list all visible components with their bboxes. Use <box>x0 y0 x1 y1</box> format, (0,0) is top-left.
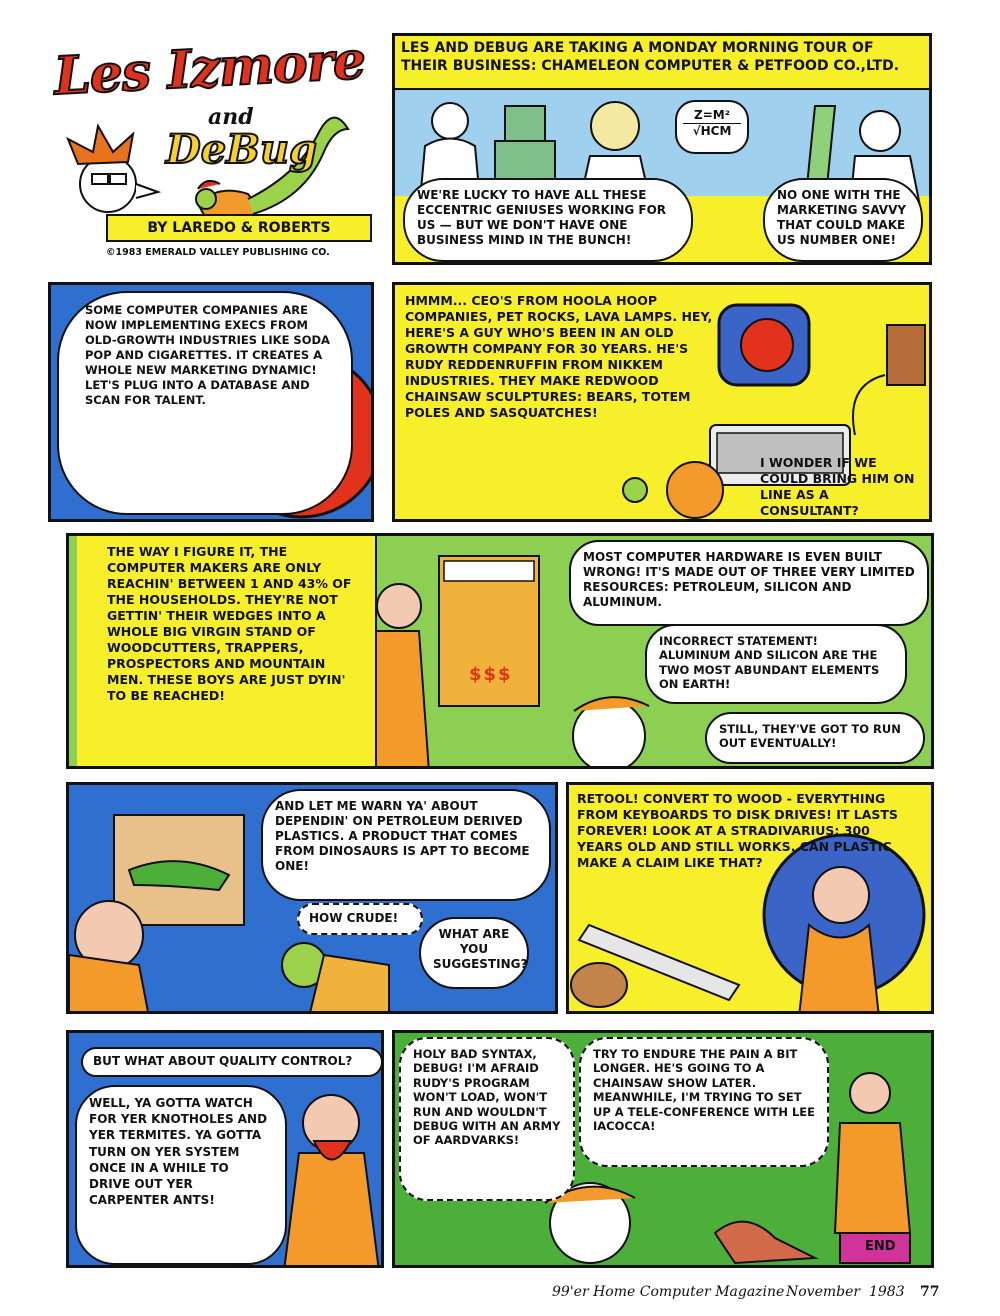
formula-bubble <box>675 100 749 154</box>
title-line-3: DeBug <box>166 126 317 173</box>
footer-magazine: 99'er Home Computer Magazine <box>552 1284 785 1300</box>
footer-date: November 1983 <box>786 1284 905 1300</box>
panel-6-text: RETOOL! CONVERT TO WOOD - EVERYTHING FROM KEYBOARDS TO DISK DRIVES! IT LASTS FOREVER! LOOK AT A STRADIVARIUS: 300 YEARS OLD AND STILL WORKS. CAN PLASTIC MAKE A CLAIM LIKE THAT? <box>577 791 898 870</box>
panel-1-bubble-2: NO ONE WITH THE MARKETING SAVVY THAT COULD MAKE US NUMBER ONE! <box>763 178 923 262</box>
panel-4-bubble-2: INCORRECT STATEMENT! ALUMINUM AND SILICON ARE THE TWO MOST ABUNDANT ELEMENTS ON EARTH! <box>645 624 907 704</box>
panel-7-bubble-2: WELL, YA GOTTA WATCH FOR YER KNOTHOLES AND YER TERMITES. YA GOTTA TURN ON YER SYSTEM ONCE IN A WHILE TO DRIVE OUT YER CARPENTER ANTS! <box>75 1085 287 1265</box>
panel-1-caption: LES AND DEBUG ARE TAKING A MONDAY MORNING TOUR OF THEIR BUSINESS: CHAMELEON COMPUTER & PETFOOD CO.,LTD. <box>395 36 929 90</box>
panel-1-bubble-1: WE'RE LUCKY TO HAVE ALL THESE ECCENTRIC GENIUSES WORKING FOR US — BUT WE DON'T HAVE ONE BUSINESS MIND IN THE BUNCH! <box>403 178 693 262</box>
panel-3 <box>392 282 932 522</box>
panel-3-text-2: I WONDER IF WE COULD BRING HIM ON LINE AS A CONSULTANT? <box>760 455 915 518</box>
title-line-1: Les Izmore <box>52 29 367 108</box>
end-label: END <box>865 1239 896 1254</box>
panel-7-bubble-1: BUT WHAT ABOUT QUALITY CONTROL? <box>81 1047 383 1077</box>
panel-4-bubble-3: STILL, THEY'VE GOT TO RUN OUT EVENTUALLY! <box>705 712 925 764</box>
footer-page: 77 <box>920 1284 940 1300</box>
panel-2 <box>48 282 374 522</box>
panel-8-bubble-1: HOLY BAD SYNTAX, DEBUG! I'M AFRAID RUDY'S PROGRAM WON'T LOAD, WON'T RUN AND WOULDN'T DEBUG WITH AN ARMY OF AARDVARKS! <box>399 1037 575 1201</box>
panel-7 <box>66 1030 384 1268</box>
panel-5-bubble-1: AND LET ME WARN YA' ABOUT DEPENDIN' ON PETROLEUM DERIVED PLASTICS. A PRODUCT THAT COMES FROM DINOSAURS IS APT TO BECOME ONE! <box>261 789 551 901</box>
panel-8-bubble-2: TRY TO ENDURE THE PAIN A BIT LONGER. HE'S GOING TO A CHAINSAW SHOW LATER. MEANWHILE, I'M TRYING TO SET UP A TELE-CONFERENCE WITH LEE IACOCCA! <box>579 1037 829 1167</box>
copyright: ©1983 EMERALD VALLEY PUBLISHING CO. <box>106 247 330 258</box>
formula-top: Z=M² <box>694 108 730 122</box>
panel-4-sign: $$$ <box>469 664 513 685</box>
panel-4 <box>66 533 934 769</box>
panel-4-bubble-1: MOST COMPUTER HARDWARE IS EVEN BUILT WRONG! IT'S MADE OUT OF THREE VERY LIMITED RESOURCES: PETROLEUM, SILICON AND ALUMINUM. <box>569 540 929 626</box>
formula-bottom: √HCM <box>683 123 741 139</box>
title-line-2: and <box>208 104 254 130</box>
panel-5 <box>66 782 558 1014</box>
panel-4-text: THE WAY I FIGURE IT, THE COMPUTER MAKERS ARE ONLY REACHIN' BETWEEN 1 AND 43% OF THE HOUSEHOLDS. THEY'RE NOT GETTIN' THEIR WEDGES INTO A WHOLE BIG VIRGIN STAND OF WOODCUTTERS, TRAPPERS, PROSPECTORS AND MOUNTAIN MEN. THESE BOYS ARE JUST DYIN' TO BE REACHED! <box>77 536 377 768</box>
panel-5-bubble-2: HOW CRUDE! <box>297 903 423 935</box>
panel-2-bubble: SOME COMPUTER COMPANIES ARE NOW IMPLEMENTING EXECS FROM OLD-GROWTH INDUSTRIES LIKE SODA POP AND CIGARETTES. IT CREATES A WHOLE NEW MARKETING DYNAMIC! LET'S PLUG INTO A DATABASE AND SCAN FOR TALENT. <box>57 291 353 515</box>
panel-6 <box>566 782 934 1014</box>
panel-8 <box>392 1030 934 1268</box>
panel-1 <box>392 33 932 265</box>
byline: BY LAREDO & ROBERTS <box>106 214 372 242</box>
panel-3-text: HMMM... CEO'S FROM HOOLA HOOP COMPANIES, PET ROCKS, LAVA LAMPS. HEY, HERE'S A GUY WHO'S BEEN IN AN OLD GROWTH COMPANY FOR 30 YEARS. HE'S RUDY REDDENRUFFIN FROM NIKKEM INDUSTRIES. THEY MAKE REDWOOD CHAINSAW SCULPTURES: BEARS, TOTEM POLES AND SASQUATCHES! <box>405 293 713 420</box>
panel-5-bubble-3: WHAT ARE YOU SUGGESTING? <box>419 917 529 989</box>
